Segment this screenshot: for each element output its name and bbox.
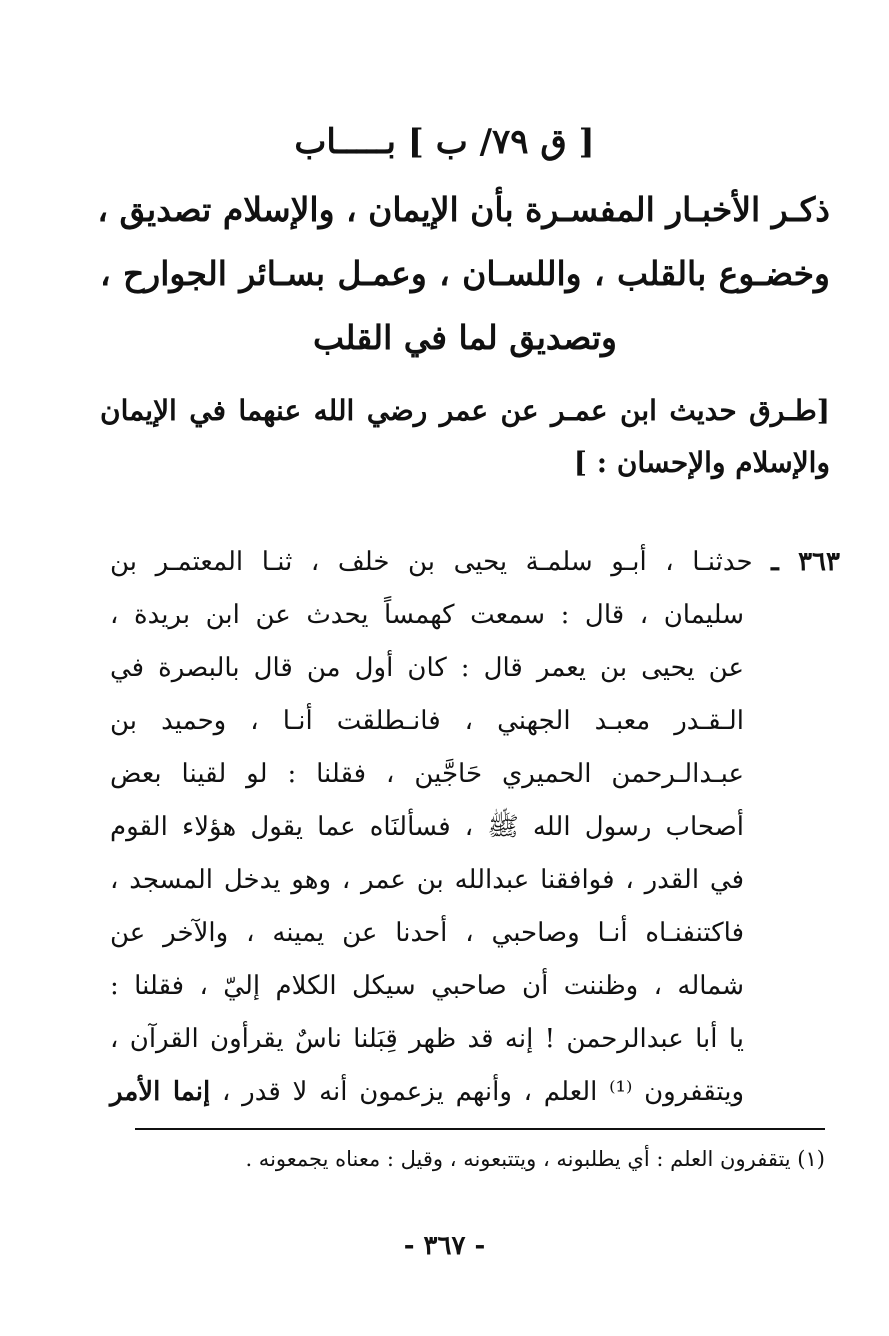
bab-heading: [ ق ٧٩/ ب ] بـــــاب — [294, 122, 595, 162]
chapter-title-line: وخضـوع بالقلب ، واللسـان ، وعمـل بسـائر الجوارح ، — [100, 254, 830, 293]
hadith-line: في القدر ، فوافقنا عبدالله بن عمر ، وهو يدخل المسجد ، — [110, 865, 744, 895]
hadith-line: عن يحيى بن يعمر قال : كان أول من قال بالبصرة في — [110, 653, 744, 683]
hadith-last-line — [110, 1066, 744, 1119]
hadith-number: ٣٦٣ ـ — [771, 547, 840, 577]
hadith-line: فاكتنفنـاه أنـا وصاحبي ، أحدنا عن يمينه ، والآخر عن — [110, 918, 744, 948]
hadith-line-text: حدثنـا ، أبـو سلمـة يحيى بن خلف ، ثنـا المعتمـر بن — [110, 547, 753, 577]
footnote: (١) يتقفرون العلم : أي يطلبونه ، ويتتبعونه ، وقيل : معناه يجمعونه . — [245, 1147, 825, 1171]
hadith-line: عبـدالـرحمن الحميري حَاجَّين ، فقلنا : لو لقينا بعض — [110, 759, 744, 789]
hadith-line: سليمان ، قال : سمعت كهمساً يحدث عن ابن بريدة ، — [110, 600, 744, 630]
hadith-line: يا أبا عبدالرحمن ! إنه قد ظهر قِبَلنا ناسٌ يقرأون القرآن ، — [110, 1024, 744, 1054]
footnote-divider — [135, 1128, 825, 1130]
hadith-first-line — [110, 536, 840, 589]
subheading-line: والإسلام والإحسان : ] — [573, 446, 830, 479]
chapter-title — [97, 178, 830, 370]
page-number: - ٣٦٧ - — [403, 1231, 486, 1261]
hadith-line: شماله ، وظننت أن صاحبي سيكل الكلام إليّ ، فقلنا : — [110, 971, 744, 1001]
section-subheading — [100, 385, 830, 489]
subheading-line: [طـرق حديث ابن عمـر عن عمر رضي الله عنهما في الإيمان — [100, 394, 830, 427]
chapter-title-line: وتصديق لما في القلب — [313, 318, 617, 357]
hadith-line: الـقـدر معبـد الجهني ، فانـطلقت أنـا ، وحميد بن — [110, 706, 744, 736]
hadith-line: أصحاب رسول الله ﷺ ، فسألنَاه عما يقول هؤلاء القوم — [110, 812, 744, 842]
hadith-bold-text: إنما الأمر — [110, 1077, 211, 1107]
chapter-title-line: ذكـر الأخبـار المفسـرة بأن الإيمان ، والإسلام تصديق ، — [97, 190, 830, 229]
hadith-line-text: ويتقفرون ⁽¹⁾ العلم ، وأنهم يزعمون أنه لا قدر ، — [222, 1077, 745, 1107]
hadith-text — [110, 536, 840, 1119]
